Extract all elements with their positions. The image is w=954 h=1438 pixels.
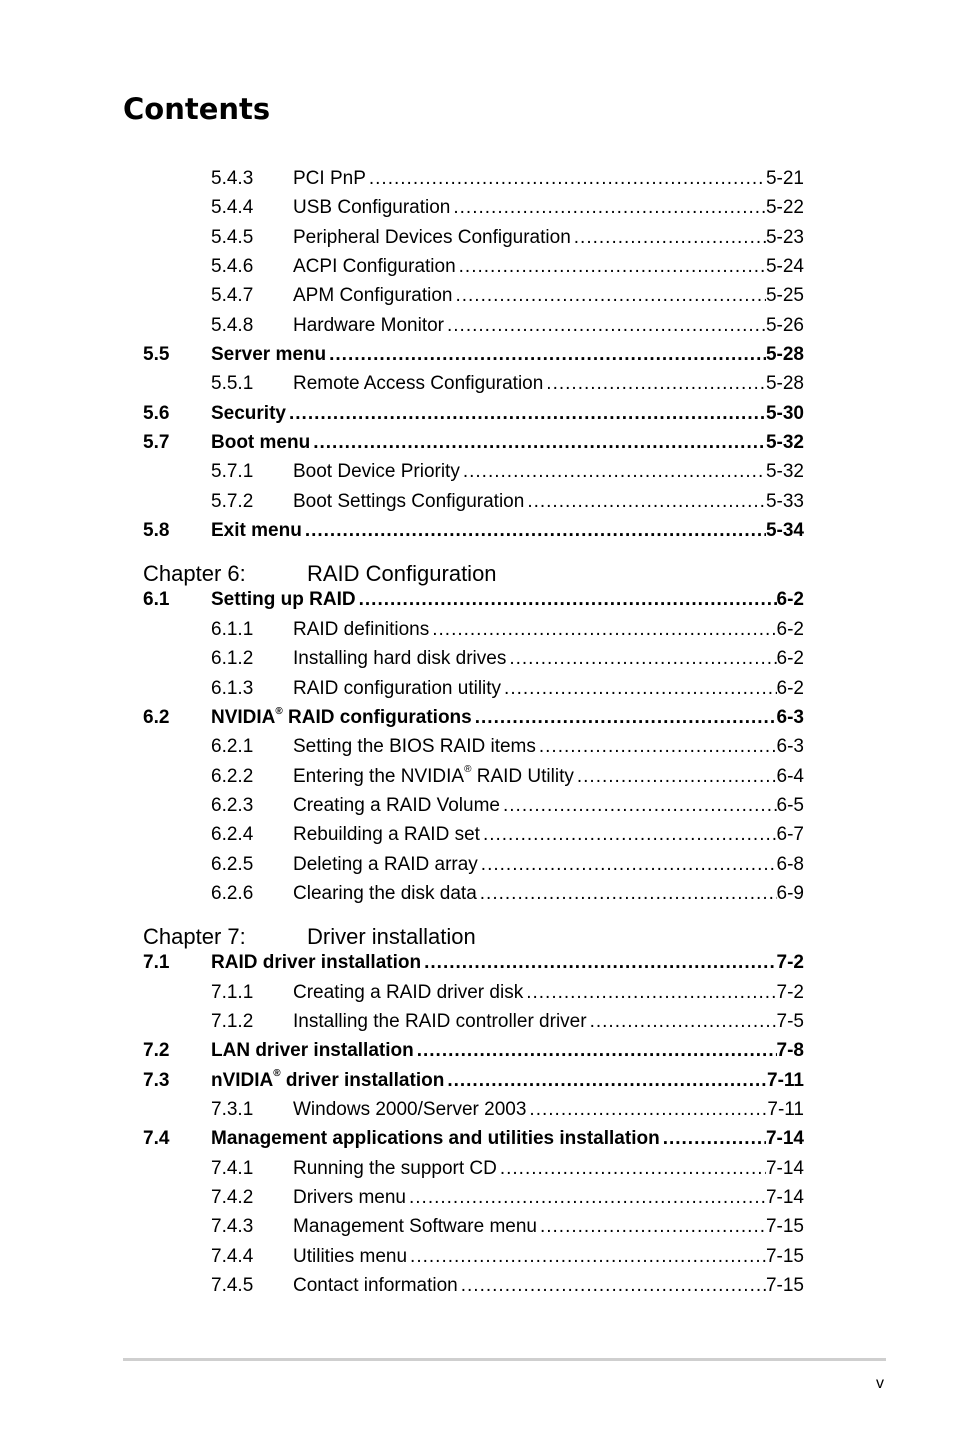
entry-title: Boot menu: [211, 432, 311, 454]
dot-leader: [497, 1158, 766, 1180]
toc-subsection-entry: [143, 1099, 804, 1128]
toc-subsection-entry: [143, 883, 804, 912]
entry-number: 6.1.3: [211, 677, 254, 699]
page-number: v: [876, 1375, 884, 1392]
toc-subsection-entry: [143, 168, 804, 197]
toc-subsection-entry: [143, 982, 804, 1011]
entry-page: 7-11: [767, 1069, 804, 1091]
toc-subsection-entry: [143, 854, 804, 883]
dot-leader: [356, 589, 777, 611]
entry-number: 5.4.7: [211, 285, 254, 307]
entry-page: 6-4: [776, 765, 804, 787]
entry-title: RAID driver installation: [211, 952, 422, 974]
entry-number: 5.4.8: [211, 314, 254, 336]
entry-page: 5-23: [765, 226, 804, 248]
entry-page: 5-28: [765, 373, 804, 395]
toc-subsection-entry: [143, 197, 804, 226]
entry-title: Boot Device Priority: [293, 461, 460, 483]
entry-page: 6-5: [776, 794, 804, 816]
entry-page: 7-2: [776, 952, 804, 974]
toc-section-entry: [143, 707, 804, 736]
entry-page: 6-2: [776, 677, 804, 699]
entry-page: 6-7: [776, 824, 804, 846]
entry-title: Management applications and utilities installation: [211, 1128, 660, 1150]
dot-leader: [478, 854, 777, 876]
entry-number: 5.4.3: [211, 168, 254, 189]
dot-leader: [326, 344, 766, 366]
entry-number: 5.6: [143, 402, 170, 424]
dot-leader: [452, 285, 766, 307]
entry-title: NVIDIA® RAID configurations: [211, 705, 472, 728]
chapter-number: Chapter 6:: [143, 561, 246, 587]
entry-number: 7.1: [143, 952, 170, 974]
dot-leader: [587, 1011, 777, 1033]
toc-subsection-entry: [143, 1246, 804, 1275]
entry-title: Utilities menu: [293, 1245, 408, 1267]
entry-page: 7-5: [776, 1010, 804, 1032]
dot-leader: [444, 315, 766, 337]
footer-divider: [123, 1358, 886, 1361]
toc-subsection-entry: [143, 1216, 804, 1245]
entry-number: 7.4: [143, 1128, 170, 1150]
entry-title: Installing the RAID controller driver: [293, 1010, 587, 1032]
dot-leader: [501, 678, 776, 700]
toc-subsection-entry: [143, 373, 804, 402]
toc-section-entry: [143, 520, 804, 549]
entry-number: 5.8: [143, 520, 170, 542]
entry-number: 7.4.5: [211, 1275, 254, 1297]
chapter-title: RAID Configuration: [307, 561, 497, 587]
dot-leader: [526, 1099, 767, 1121]
entry-number: 5.4.4: [211, 197, 254, 219]
entry-title: Installing hard disk drives: [293, 648, 507, 670]
entry-page: 5-25: [765, 285, 804, 307]
dot-leader: [458, 1275, 766, 1297]
toc-section-entry: [143, 952, 804, 981]
dot-leader: [407, 1246, 766, 1268]
entry-page: 6-3: [776, 736, 804, 758]
toc-section-entry: [143, 1070, 804, 1099]
dot-leader: [414, 1040, 777, 1062]
entry-number: 5.4.6: [211, 256, 254, 278]
entry-page: 5-33: [765, 490, 804, 512]
toc-subsection-entry: [143, 256, 804, 285]
toc-subsection-entry: [143, 285, 804, 314]
toc-subsection-entry: [143, 1187, 804, 1216]
entry-number: 5.4.5: [211, 226, 254, 248]
toc-subsection-entry: [143, 766, 804, 795]
entry-number: 7.3.1: [211, 1098, 254, 1120]
entry-title: Management Software menu: [293, 1216, 537, 1238]
entry-number: 5.5.1: [211, 373, 254, 395]
toc-subsection-entry: [143, 1158, 804, 1187]
entry-number: 6.2: [143, 706, 170, 728]
dot-leader: [477, 883, 777, 905]
entry-number: 6.2.5: [211, 853, 254, 875]
entry-page: 5-34: [765, 520, 804, 542]
entry-number: 6.2.3: [211, 794, 254, 816]
entry-number: 6.1.1: [211, 618, 254, 640]
entry-number: 7.1.2: [211, 1010, 254, 1032]
toc-section-entry: [143, 403, 804, 432]
entry-number: 6.2.4: [211, 824, 254, 846]
dot-leader: [456, 256, 766, 278]
entry-number: 5.7.2: [211, 490, 254, 512]
entry-title: RAID definitions: [293, 618, 430, 640]
entry-title: Contact information: [293, 1275, 458, 1297]
entry-title: Hardware Monitor: [293, 314, 444, 336]
chapter-heading: [143, 924, 804, 950]
dot-leader: [444, 1070, 767, 1092]
entry-title: ACPI Configuration: [293, 256, 456, 278]
dot-leader: [660, 1128, 766, 1150]
entry-number: 6.1: [143, 589, 170, 611]
entry-number: 5.5: [143, 344, 170, 366]
dot-leader: [571, 227, 766, 249]
dot-leader: [406, 1187, 766, 1209]
entry-page: 7-15: [765, 1216, 804, 1238]
entry-title: Rebuilding a RAID set: [293, 824, 480, 846]
entry-title: Running the support CD: [293, 1157, 497, 1179]
dot-leader: [450, 197, 766, 219]
toc-subsection-entry: [143, 491, 804, 520]
entry-page: 5-30: [765, 402, 804, 424]
toc-subsection-entry: [143, 315, 804, 344]
entry-title: USB Configuration: [293, 197, 451, 219]
dot-leader: [574, 766, 777, 788]
entry-title: RAID configuration utility: [293, 677, 502, 699]
entry-number: 7.4.4: [211, 1245, 254, 1267]
entry-title: Boot Settings Configuration: [293, 490, 525, 512]
entry-title: Windows 2000/Server 2003: [293, 1098, 527, 1120]
entry-page: 5-28: [765, 344, 804, 366]
entry-page: 5-21: [765, 168, 804, 189]
entry-page: 7-14: [765, 1128, 804, 1150]
dot-leader: [537, 1216, 766, 1238]
entry-title: Creating a RAID driver disk: [293, 981, 524, 1003]
dot-leader: [506, 648, 776, 670]
chapter-title: Driver installation: [307, 924, 476, 950]
entry-title: Server menu: [211, 344, 327, 366]
entry-number: 6.2.2: [211, 765, 254, 787]
dot-leader: [524, 491, 766, 513]
entry-number: 7.4.2: [211, 1187, 254, 1208]
toc-subsection-entry: [143, 648, 804, 677]
dot-leader: [286, 403, 766, 425]
entry-number: 7.4.3: [211, 1216, 254, 1238]
entry-title: Peripheral Devices Configuration: [293, 226, 571, 248]
entry-page: 5-32: [765, 432, 804, 454]
entry-page: 7-15: [765, 1245, 804, 1267]
entry-page: 6-8: [776, 853, 804, 875]
dot-leader: [536, 736, 777, 758]
toc-subsection-entry: [143, 227, 804, 256]
entry-page: 6-2: [776, 589, 804, 611]
entry-page: 6-2: [776, 648, 804, 670]
entry-page: 5-22: [765, 197, 804, 219]
entry-page: 5-24: [765, 256, 804, 278]
toc-section-entry: [143, 1128, 804, 1157]
toc-subsection-entry: [143, 619, 804, 648]
entry-title: Setting up RAID: [211, 589, 356, 611]
dot-leader: [366, 168, 766, 190]
dot-leader: [429, 619, 776, 641]
entry-number: 5.7.1: [211, 461, 254, 483]
entry-title: Clearing the disk data: [293, 882, 477, 904]
toc-subsection-entry: [143, 795, 804, 824]
entry-title: Creating a RAID Volume: [293, 794, 500, 816]
entry-page: 7-15: [765, 1275, 804, 1297]
entry-title: PCI PnP: [293, 168, 366, 189]
dot-leader: [480, 824, 777, 846]
entry-page: 6-3: [776, 706, 804, 728]
dot-leader: [472, 707, 777, 729]
entry-title: Setting the BIOS RAID items: [293, 736, 536, 758]
dot-leader: [460, 461, 766, 483]
registered-mark: ®: [464, 764, 472, 776]
entry-number: 5.7: [143, 432, 170, 454]
entry-number: 7.2: [143, 1040, 170, 1062]
toc-subsection-entry: [143, 678, 804, 707]
entry-title: Entering the NVIDIA® RAID Utility: [293, 764, 574, 787]
toc-subsection-entry: [143, 461, 804, 490]
entry-title: nVIDIA® driver installation: [211, 1068, 445, 1091]
entry-title: Deleting a RAID array: [293, 853, 478, 875]
toc-subsection-entry: [143, 824, 804, 853]
entry-page: 7-8: [776, 1040, 804, 1062]
dot-leader: [523, 982, 776, 1004]
entry-page: 7-14: [765, 1157, 804, 1179]
chapter-number: Chapter 7:: [143, 924, 246, 950]
toc-subsection-entry: [143, 1275, 804, 1304]
toc-section-entry: [143, 589, 804, 618]
entry-page: 7-11: [767, 1098, 804, 1120]
toc-section-entry: [143, 432, 804, 461]
toc-subsection-entry: [143, 1011, 804, 1040]
registered-mark: ®: [275, 705, 283, 717]
entry-title: Remote Access Configuration: [293, 373, 544, 395]
dot-leader: [500, 795, 777, 817]
dot-leader: [421, 952, 776, 974]
chapter-heading: [143, 561, 804, 587]
entry-page: 6-9: [776, 882, 804, 904]
entry-page: 7-14: [765, 1187, 804, 1208]
entry-number: 7.3: [143, 1069, 170, 1091]
entry-page: 5-32: [765, 461, 804, 483]
entry-title: Security: [211, 402, 286, 424]
entry-page: 6-2: [776, 618, 804, 640]
dot-leader: [310, 432, 766, 454]
entry-title: LAN driver installation: [211, 1040, 414, 1062]
entry-title: Drivers menu: [293, 1187, 406, 1208]
entry-page: 5-26: [765, 314, 804, 336]
entry-page: 7-2: [776, 981, 804, 1003]
entry-number: 6.2.6: [211, 882, 254, 904]
entry-title: APM Configuration: [293, 285, 453, 307]
toc-section-entry: [143, 1040, 804, 1069]
table-of-contents: [143, 168, 804, 1304]
entry-title: Exit menu: [211, 520, 302, 542]
entry-number: 7.4.1: [211, 1157, 254, 1179]
toc-section-entry: [143, 344, 804, 373]
entry-number: 6.2.1: [211, 736, 254, 758]
page-title: Contents: [123, 92, 271, 126]
dot-leader: [543, 373, 766, 395]
entry-number: 7.1.1: [211, 981, 254, 1003]
registered-mark: ®: [273, 1068, 281, 1080]
dot-leader: [302, 520, 766, 542]
toc-subsection-entry: [143, 736, 804, 765]
entry-number: 6.1.2: [211, 648, 254, 670]
